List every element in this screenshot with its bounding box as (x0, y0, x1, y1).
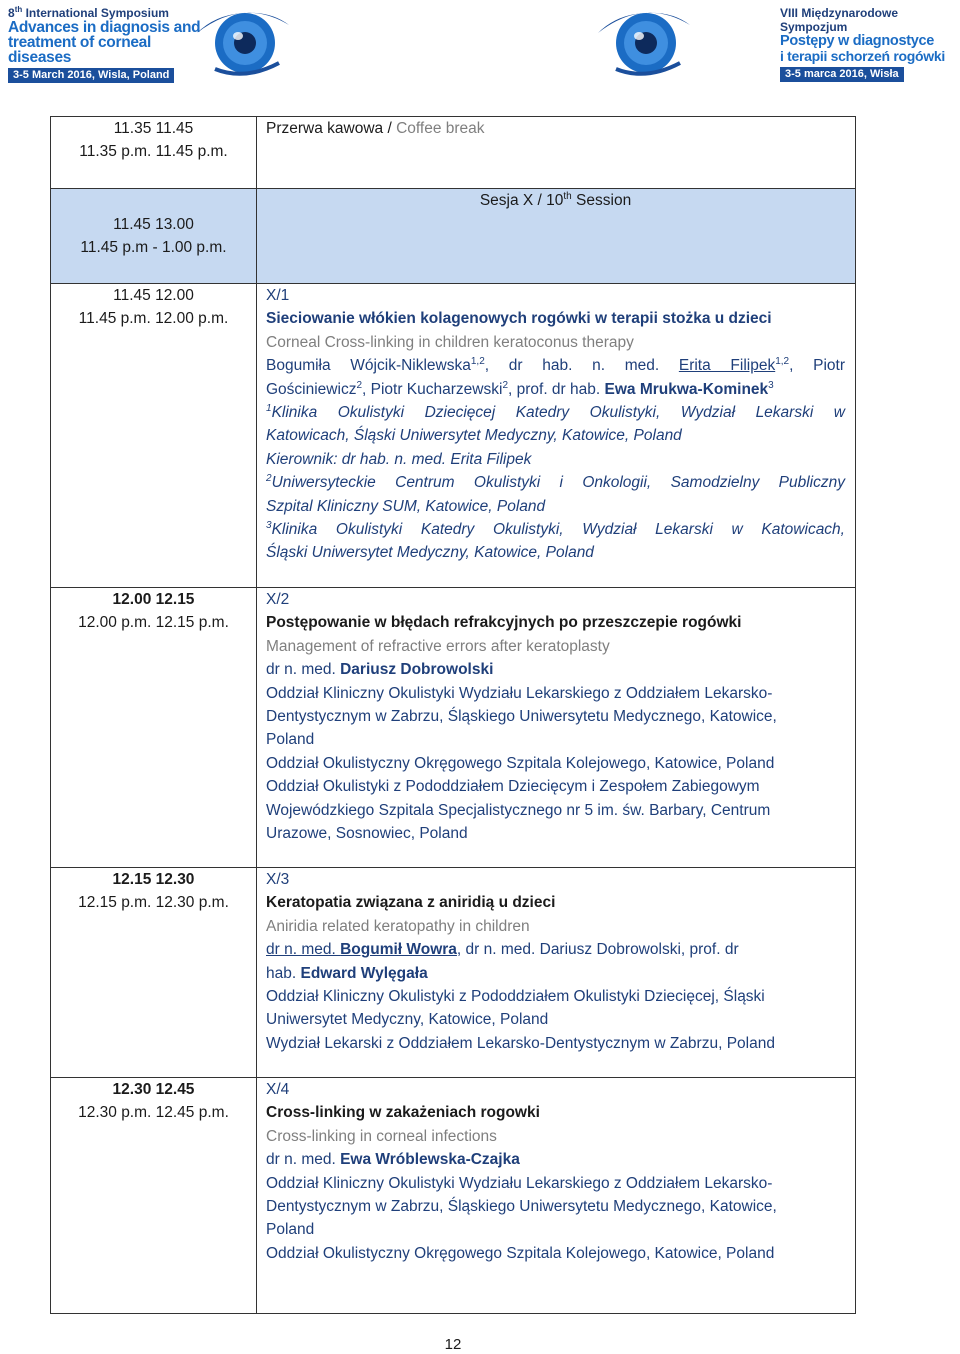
session-title: Sesja X / 10th Session (479, 190, 632, 209)
content-cell (257, 588, 856, 868)
talk-title-pl: Postępowanie w błędach refrakcyjnych po przeszczepie rogówki (266, 614, 742, 632)
affiliation: $^3$Klinika Okulistyki Katedry Okulistyki, Wydział Lekarski w Katowicach, (266, 519, 845, 539)
time-cell (51, 588, 257, 868)
talk-title-pl: Sieciowanie włókien kolagenowych rogówki w terapii stożka u dzieci (266, 310, 772, 328)
time-en: 12.15 p.m. 12.30 p.m. (78, 894, 229, 912)
time-en: 12.00 p.m. 12.15 p.m. (78, 614, 229, 632)
affiliation: Oddział Okulistyki z Pododdziałem Dziecięcym i Zespołem Zabiegowym (266, 778, 760, 796)
logo-line2: Advances in diagnosis and (8, 19, 201, 36)
table-row-break (51, 117, 856, 189)
authors-line1: Bogumiła Wójcik-Niklewska$^{1,2}$, dr hab. n. med. Erita Filipek$^{1,2}$, Piotr (266, 356, 845, 375)
affiliation: $^2$Uniwersyteckie Centrum Okulistyki i Onkologii, Samodzielny Publiczny (266, 473, 845, 492)
affiliation: Dentystycznym w Zabrzu, Śląskiego Uniwersytetu Medycznego, Katowice, (266, 1198, 777, 1216)
authors-line2: hab. Edward Wylęgała (266, 964, 428, 982)
affiliation: $^1$Klinika Okulistyki Dziecięcej Katedry Okulistyki, Wydział Lekarski w (266, 402, 845, 422)
author-name: Ewa Mrukwa-Kominek (604, 380, 769, 398)
author-name: Edward Wylęgała (300, 964, 428, 982)
affiliation: Wojewódzkiego Szpitala Specjalistycznego nr 5 im. św. Barbary, Centrum (266, 801, 771, 819)
talk-code: X/3 (266, 871, 290, 888)
logo-pl-line2: Postępy w diagnostyce (780, 33, 935, 49)
table-row-x3 (51, 868, 856, 1078)
affiliation: Oddział Okulistyczny Okręgowego Szpitala Kolejowego, Katowice, Poland (266, 1244, 775, 1262)
time-pl: 12.00 12.15 (112, 591, 195, 608)
break-label-pl: Przerwa kawowa / (266, 120, 397, 137)
content-cell (257, 1078, 856, 1314)
time-pl: 11.35 11.45 (113, 120, 194, 137)
ordinal: 8 (8, 6, 15, 20)
page-header (0, 0, 960, 80)
symposium-logo-en (8, 6, 208, 83)
time-cell (51, 117, 257, 189)
time-pl: 12.15 12.30 (112, 871, 195, 888)
time-cell (51, 868, 257, 1078)
time-en: 11.35 p.m. 11.45 p.m. (79, 143, 228, 161)
affiliation: Śląski Uniwersytet Medyczny, Katowice, Poland (266, 544, 594, 562)
author-name: Bogumił Wowra (340, 941, 457, 959)
talk-code: X/4 (266, 1081, 290, 1098)
time-cell (51, 189, 257, 284)
affiliation: Oddział Kliniczny Okulistyki Wydziału Lekarskiego z Oddziałem Lekarsko- (266, 1174, 773, 1192)
affiliation: Wydział Lekarski z Oddziałem Lekarsko-Dentystycznym w Zabrzu, Poland (266, 1034, 775, 1052)
time-en: 11.45 p.m. 12.00 p.m. (78, 310, 229, 328)
affiliation: Katowicach, Śląski Uniwersytet Medyczny, Katowice, Poland (266, 427, 682, 445)
authors-line1: dr n. med. Bogumił Wowra, dr n. med. Dariusz Dobrowolski, prof. dr (266, 941, 739, 959)
affiliation: Oddział Okulistyczny Okręgowego Szpitala Kolejowego, Katowice, Poland (266, 754, 775, 772)
programme-table (50, 116, 856, 1314)
table-row-x1 (51, 284, 856, 588)
content-cell (257, 117, 856, 189)
time-pl: 11.45 12.00 (113, 287, 194, 304)
affiliation: Dentystycznym w Zabrzu, Śląskiego Uniwersytetu Medycznego, Katowice, (266, 708, 777, 726)
logo-pl-date: 3-5 marca 2016, Wisła (780, 67, 904, 82)
affiliation: Poland (266, 1221, 315, 1239)
author-name: Dariusz Dobrowolski (340, 661, 494, 679)
talk-title-pl: Keratopatia związana z aniridią u dzieci (266, 894, 556, 912)
ordinal-suffix: th (14, 5, 23, 14)
table-row-x4 (51, 1078, 856, 1314)
talk-code: X/1 (266, 287, 290, 304)
authors-line2: Gościniewicz$^2$, Piotr Kucharzewski$^2$, prof. dr hab. Ewa Mrukwa-Kominek$^3$ (266, 379, 774, 398)
affiliation: Oddział Kliniczny Okulistyki z Pododdziałem Okulistyki Dziecięcej, Śląski (266, 988, 765, 1006)
logo-line3: treatment of corneal diseases (8, 34, 152, 66)
content-cell (257, 284, 856, 588)
time-pl: 11.45 13.00 (113, 216, 194, 233)
affiliation: Poland (266, 731, 315, 749)
eye-logo-right-icon (596, 3, 692, 77)
affiliation: Oddział Kliniczny Okulistyki Wydziału Lekarskiego z Oddziałem Lekarsko- (266, 684, 773, 702)
talk-title-pl: Cross-linking w zakażeniach rogowki (266, 1104, 540, 1122)
table-row-session (51, 189, 856, 284)
logo-date: 3-5 March 2016, Wisla, Poland (8, 68, 174, 83)
author-name: Bogumiła Wójcik-Niklewska (266, 357, 471, 375)
table-row-x2 (51, 588, 856, 868)
logo-pl-line3: i terapii schorzeń rogówki (780, 48, 945, 64)
symposium-logo-pl (780, 6, 952, 82)
talk-title-en: Cross-linking in corneal infections (266, 1127, 497, 1145)
content-cell (257, 189, 856, 284)
affiliation: Uniwersytet Medyczny, Katowice, Poland (266, 1011, 549, 1029)
logo-line1: International Symposium (22, 6, 169, 20)
time-en: 12.30 p.m. 12.45 p.m. (78, 1104, 229, 1122)
logo-pl-line1: VIII Międzynarodowe Sympozjum (780, 6, 899, 34)
author-name: Ewa Wróblewska-Czajka (340, 1151, 520, 1169)
affiliation: Urazowe, Sosnowiec, Poland (266, 825, 468, 843)
author-name: Gościniewicz (266, 380, 357, 398)
time-cell (51, 1078, 257, 1314)
time-en: 11.45 p.m - 1.00 p.m. (80, 239, 227, 257)
page-number: 12 (444, 1336, 462, 1353)
talk-title-en: Corneal Cross-linking in children keratoconus therapy (266, 333, 634, 351)
content-cell (257, 868, 856, 1078)
talk-title-en: Aniridia related keratopathy in children (266, 917, 530, 935)
author-name: Erita Filipek (678, 357, 776, 375)
talk-title-en: Management of refractive errors after keratoplasty (266, 637, 610, 655)
time-pl: 12.30 12.45 (112, 1081, 195, 1098)
author-line: dr n. med. Dariusz Dobrowolski (266, 661, 494, 679)
affiliation: Szpital Kliniczny SUM, Katowice, Poland (266, 497, 546, 515)
author-line: dr n. med. Ewa Wróblewska-Czajka (266, 1151, 520, 1169)
talk-code: X/2 (266, 591, 290, 608)
time-cell (51, 284, 257, 588)
eye-logo-icon (195, 3, 291, 77)
break-label-en: Coffee break (396, 120, 485, 137)
affiliation: Kierownik: dr hab. n. med. Erita Filipek (266, 450, 532, 468)
